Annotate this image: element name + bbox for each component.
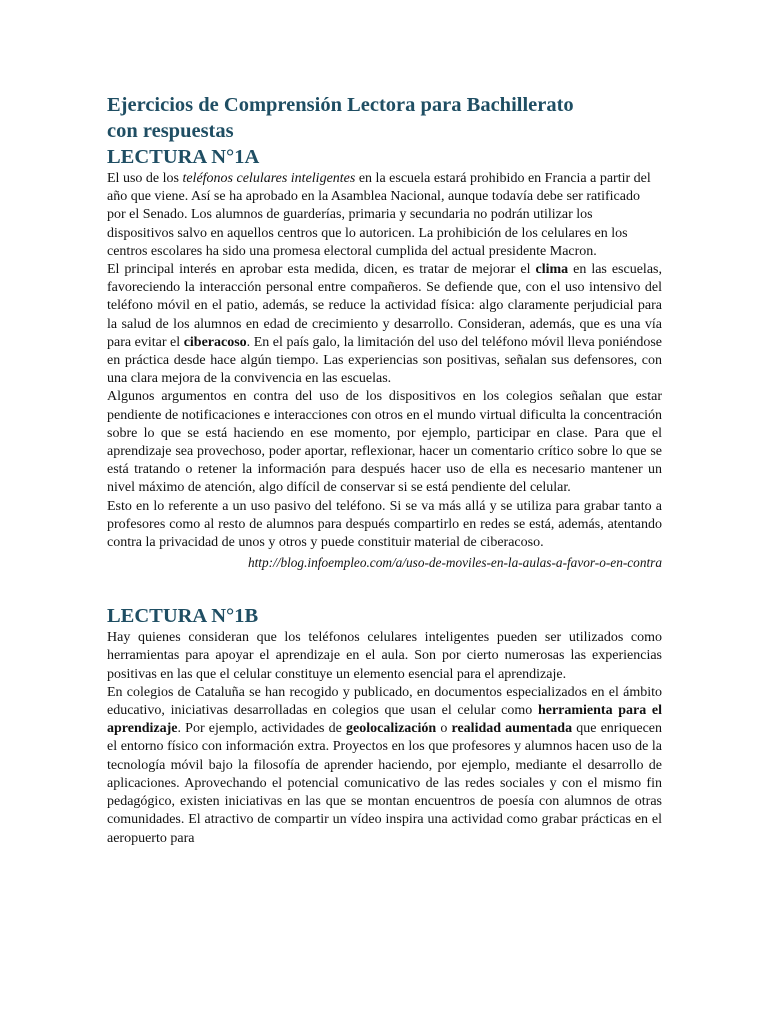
lectura-1a-p2-text-middle: en las escuelas, favoreciendo la interacción personal entre compañeros. Se defiende que, con el uso intensivo del teléfono móvil en el patio, además, se reduce la actividad física: algo claramente perjudicial para la salud de los alumnos en edad de crecimiento y desarrollo. Consideran, además, que es una vía para evitar el bbox=[107, 262, 662, 350]
lectura-1b-p2-text-middle-2: o bbox=[436, 721, 452, 737]
lectura-1b-p2-text-end: que enriquecen el entorno físico con información extra. Proyectos en los que profesores y alumnos hacen uso de la tecnología móvil bajo la filosofía de aprender haciendo, por ejemplo, mediante el desarrollo de aplicaciones. Aprovechando el potencial comunicativo de las redes sociales y con el mismo fin pedagógico, existen iniciativas en las que se montan encuentros de poesía con alumnos de otras comunidades. El atractivo de compartir un vídeo inspira una actividad como grabar prácticas en el aeropuerto para bbox=[107, 721, 662, 846]
lectura-1a-p2-text-end: . En el país galo, la limitación del uso del teléfono móvil lleva poniéndose en práctica desde hace algún tiempo. Las experiencias son positivas, señalan sus defensores, con una clara mejora de la convivencia en las escuelas. bbox=[107, 334, 662, 387]
document-page bbox=[107, 92, 662, 848]
lectura-1b-p2-bold-realidad-aumentada: realidad aumentada bbox=[451, 721, 573, 737]
lectura-1a-p2-text-start: El principal interés en aprobar esta medida, dicen, es tratar de mejorar el bbox=[107, 262, 536, 278]
lectura-1a-paragraph-4: Esto en lo referente a un uso pasivo del teléfono. Si se va más allá y se utiliza para grabar tanto a profesores como al resto de alumnos para después compartirlo en redes se está, además, atentando contra la privacidad de unos y otros y puede constituir material de ciberacoso. bbox=[107, 498, 662, 551]
section-spacer bbox=[107, 572, 662, 603]
lectura-1b-heading: LECTURA N°1B bbox=[107, 605, 259, 628]
document-title bbox=[107, 92, 662, 144]
document-title-line-1: Ejercicios de Comprensión Lectora para Bachillerato bbox=[107, 94, 574, 116]
lectura-1a-paragraph-3: Algunos argumentos en contra del uso de los dispositivos en los colegios señalan que estar pendiente de notificaciones e interacciones con otros en el mundo virtual dificulta la concentración sobre lo que se está haciendo en ese momento, por ejemplo, participar en clase. Para que el aprendizaje sea provechoso, poder aportar, reflexionar, hacer un comentario crítico sobre lo que se está tratando o retener la información para después hacer uso de ella es necesario mantener un nivel máximo de atención, algo difícil de conservar si se está pendiente del celular. bbox=[107, 389, 662, 496]
lectura-1a-p1-text-end: en la escuela estará prohibido en Francia a partir del año que viene. Así se ha aprobado en la Asamblea Nacional, aunque todavía debe ser ratificado por el Senado. Los alumnos de guarderías, primaria y secundaria no podrán utilizar los dispositivos salvo en aquellos centros que lo autoricen. La prohibición de los celulares en los centros escolares ha sido una promesa electoral cumplida del actual presidente Macron. bbox=[107, 171, 651, 259]
lectura-1a-heading: LECTURA N°1A bbox=[107, 146, 260, 168]
lectura-1a-p1-text-start: El uso de los bbox=[107, 171, 183, 186]
lectura-1b-p2-text-start: En colegios de Cataluña se han recogido y publicado, en documentos especializados en el ámbito educativo, iniciativas desarrolladas en colegios que usan el celular como bbox=[107, 684, 662, 719]
lectura-1b-p2-text-middle-1: . Por ejemplo, actividades de bbox=[177, 721, 346, 737]
lectura-1a-p1-italic-term: teléfonos celulares inteligentes bbox=[182, 171, 356, 186]
lectura-1a-p2-bold-clima: clima bbox=[535, 262, 569, 278]
document-title-line-2: con respuestas bbox=[107, 120, 234, 142]
lectura-1b-p2-bold-geolocalizacion: geolocalización bbox=[346, 721, 437, 737]
lectura-1b-paragraph-1: Hay quienes consideran que los teléfonos celulares inteligentes pueden ser utilizados como herramientas para apoyar el aprendizaje en el aula. Son por cierto numerosas las experiencias positivas en las que el celular constituye un elemento esencial para el aprendizaje. bbox=[107, 630, 662, 682]
lectura-1a-p2-bold-ciberacoso: ciberacoso bbox=[183, 334, 247, 350]
lectura-1a-paragraph-2 bbox=[107, 261, 662, 388]
lectura-1b-p2-bold-herramienta: herramienta para el aprendizaje bbox=[107, 703, 662, 737]
lectura-1b-paragraph-2 bbox=[107, 684, 662, 848]
lectura-1a-source-url: http://blog.infoempleo.com/a/uso-de-moviles-en-la-aulas-a-favor-o-en-contra bbox=[247, 555, 662, 571]
lectura-1a-paragraph-1 bbox=[107, 170, 662, 261]
